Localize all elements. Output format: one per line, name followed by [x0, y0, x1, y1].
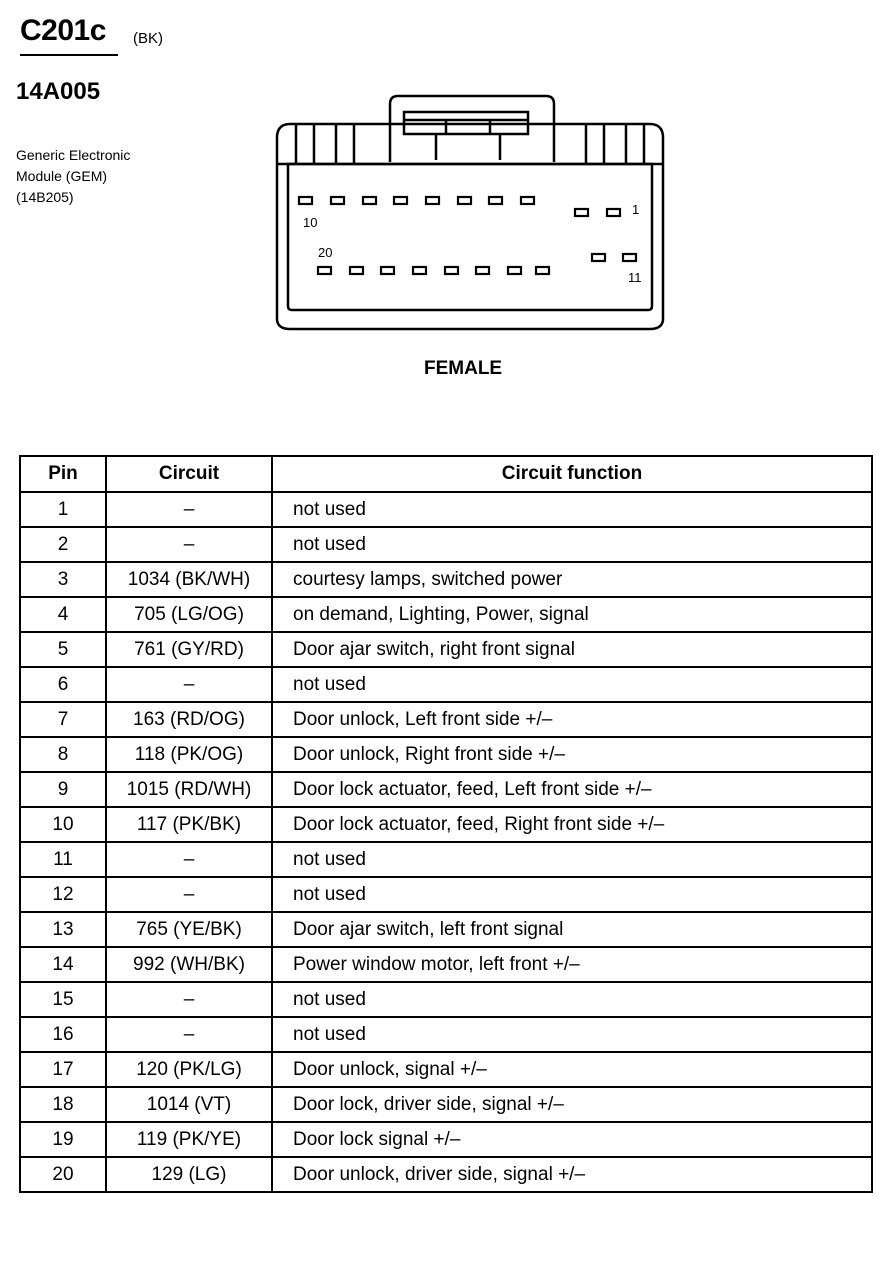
function-cell: Door unlock, signal +/–	[272, 1052, 872, 1087]
circuit-cell: 761 (GY/RD)	[106, 632, 272, 667]
module-line: Module (GEM)	[16, 168, 108, 184]
table-row	[20, 1052, 872, 1087]
pin-cavity	[350, 267, 363, 274]
table-row	[20, 492, 872, 527]
pin-label-1: 1	[632, 202, 640, 217]
circuit-cell: 129 (LG)	[106, 1157, 272, 1192]
pin-cavity	[476, 267, 489, 274]
table-row	[20, 1087, 872, 1122]
table-row	[20, 877, 872, 912]
rib	[296, 124, 314, 164]
function-cell: Door ajar switch, left front signal	[272, 912, 872, 947]
function-cell: not used	[272, 527, 872, 562]
pin-cavity	[394, 197, 407, 204]
circuit-cell: –	[106, 877, 272, 912]
circuit-cell: 118 (PK/OG)	[106, 737, 272, 772]
function-cell: Door ajar switch, right front signal	[272, 632, 872, 667]
pin-cell: 18	[20, 1087, 106, 1122]
table-header-row	[20, 456, 872, 492]
header-circuit: Circuit	[106, 456, 272, 492]
pin-cavity	[521, 197, 534, 204]
pin-label-20: 20	[318, 245, 333, 260]
function-cell: Door unlock, Left front side +/–	[272, 702, 872, 737]
table-row	[20, 1017, 872, 1052]
pin-cell: 8	[20, 737, 106, 772]
function-cell: Door lock actuator, feed, Right front side +/–	[272, 807, 872, 842]
table-body	[20, 492, 872, 1192]
function-cell: Door lock actuator, feed, Left front side +/–	[272, 772, 872, 807]
function-cell: Door unlock, driver side, signal +/–	[272, 1157, 872, 1192]
function-cell: on demand, Lighting, Power, signal	[272, 597, 872, 632]
table-row	[20, 527, 872, 562]
connector-gender: FEMALE	[424, 358, 503, 379]
pin-cavity	[607, 209, 620, 216]
table-row	[20, 632, 872, 667]
circuit-cell: –	[106, 527, 272, 562]
pin-cavity	[623, 254, 636, 261]
pin-cavity	[458, 197, 471, 204]
table-row	[20, 1122, 872, 1157]
rib	[626, 124, 644, 164]
pin-cell: 10	[20, 807, 106, 842]
table-row	[20, 667, 872, 702]
connector-color: (BK)	[133, 30, 163, 47]
function-cell: not used	[272, 667, 872, 702]
circuit-cell: –	[106, 842, 272, 877]
pin-cell: 15	[20, 982, 106, 1017]
pin-cell: 13	[20, 912, 106, 947]
function-cell: not used	[272, 1017, 872, 1052]
circuit-cell: 992 (WH/BK)	[106, 947, 272, 982]
pin-cell: 14	[20, 947, 106, 982]
pin-cavity	[381, 267, 394, 274]
pin-cell: 19	[20, 1122, 106, 1157]
pinout-table	[19, 455, 873, 1193]
pin-cavity	[489, 197, 502, 204]
function-cell: Door lock signal +/–	[272, 1122, 872, 1157]
pin-cell: 16	[20, 1017, 106, 1052]
pin-cavity	[508, 267, 521, 274]
table-row	[20, 982, 872, 1017]
circuit-cell: –	[106, 982, 272, 1017]
circuit-cell: –	[106, 667, 272, 702]
function-cell: Power window motor, left front +/–	[272, 947, 872, 982]
module-description	[16, 145, 130, 208]
circuit-cell: –	[106, 492, 272, 527]
table-row	[20, 737, 872, 772]
table-row	[20, 947, 872, 982]
connector-id: C201c	[20, 14, 106, 47]
pin-cell: 6	[20, 667, 106, 702]
pin-cavity	[592, 254, 605, 261]
circuit-cell: 705 (LG/OG)	[106, 597, 272, 632]
pin-label-10: 10	[303, 215, 318, 230]
circuit-cell: 1015 (RD/WH)	[106, 772, 272, 807]
pin-cavity	[536, 267, 549, 274]
pin-cavity	[445, 267, 458, 274]
table-row	[20, 807, 872, 842]
header-pin: Pin	[20, 456, 106, 492]
latch-housing	[390, 96, 554, 162]
pin-cavity	[426, 197, 439, 204]
rib	[336, 124, 354, 164]
table-row	[20, 562, 872, 597]
part-number: 14A005	[16, 78, 101, 105]
pin-cavity	[299, 197, 312, 204]
pin-cavity	[318, 267, 331, 274]
table-row	[20, 597, 872, 632]
module-line: Generic Electronic	[16, 147, 131, 163]
pin-cavity	[575, 209, 588, 216]
table-row	[20, 842, 872, 877]
pin-cell: 12	[20, 877, 106, 912]
module-line: (14B205)	[16, 189, 74, 205]
pin-cavity	[363, 197, 376, 204]
table-row	[20, 912, 872, 947]
circuit-cell: 1014 (VT)	[106, 1087, 272, 1122]
circuit-cell: 163 (RD/OG)	[106, 702, 272, 737]
pin-cell: 5	[20, 632, 106, 667]
pin-cell: 2	[20, 527, 106, 562]
circuit-cell: –	[106, 1017, 272, 1052]
function-cell: Door unlock, Right front side +/–	[272, 737, 872, 772]
table-row	[20, 1157, 872, 1192]
pin-cell: 17	[20, 1052, 106, 1087]
pin-cell: 3	[20, 562, 106, 597]
pin-cell: 11	[20, 842, 106, 877]
circuit-cell: 119 (PK/YE)	[106, 1122, 272, 1157]
pin-cell: 7	[20, 702, 106, 737]
pin-cavity	[331, 197, 344, 204]
function-cell: courtesy lamps, switched power	[272, 562, 872, 597]
table-row	[20, 772, 872, 807]
connector-face-diagram	[270, 92, 670, 340]
pin-cell: 1	[20, 492, 106, 527]
circuit-cell: 1034 (BK/WH)	[106, 562, 272, 597]
circuit-cell: 765 (YE/BK)	[106, 912, 272, 947]
table-row	[20, 702, 872, 737]
connector-face	[288, 164, 652, 310]
pin-cell: 4	[20, 597, 106, 632]
header-function: Circuit function	[272, 456, 872, 492]
pin-cell: 9	[20, 772, 106, 807]
pin-cell: 20	[20, 1157, 106, 1192]
circuit-cell: 117 (PK/BK)	[106, 807, 272, 842]
function-cell: Door lock, driver side, signal +/–	[272, 1087, 872, 1122]
function-cell: not used	[272, 877, 872, 912]
function-cell: not used	[272, 982, 872, 1017]
rib	[586, 124, 604, 164]
pin-label-11: 11	[628, 270, 642, 285]
title-underline	[20, 54, 118, 56]
pin-cavity	[413, 267, 426, 274]
function-cell: not used	[272, 842, 872, 877]
circuit-cell: 120 (PK/LG)	[106, 1052, 272, 1087]
function-cell: not used	[272, 492, 872, 527]
